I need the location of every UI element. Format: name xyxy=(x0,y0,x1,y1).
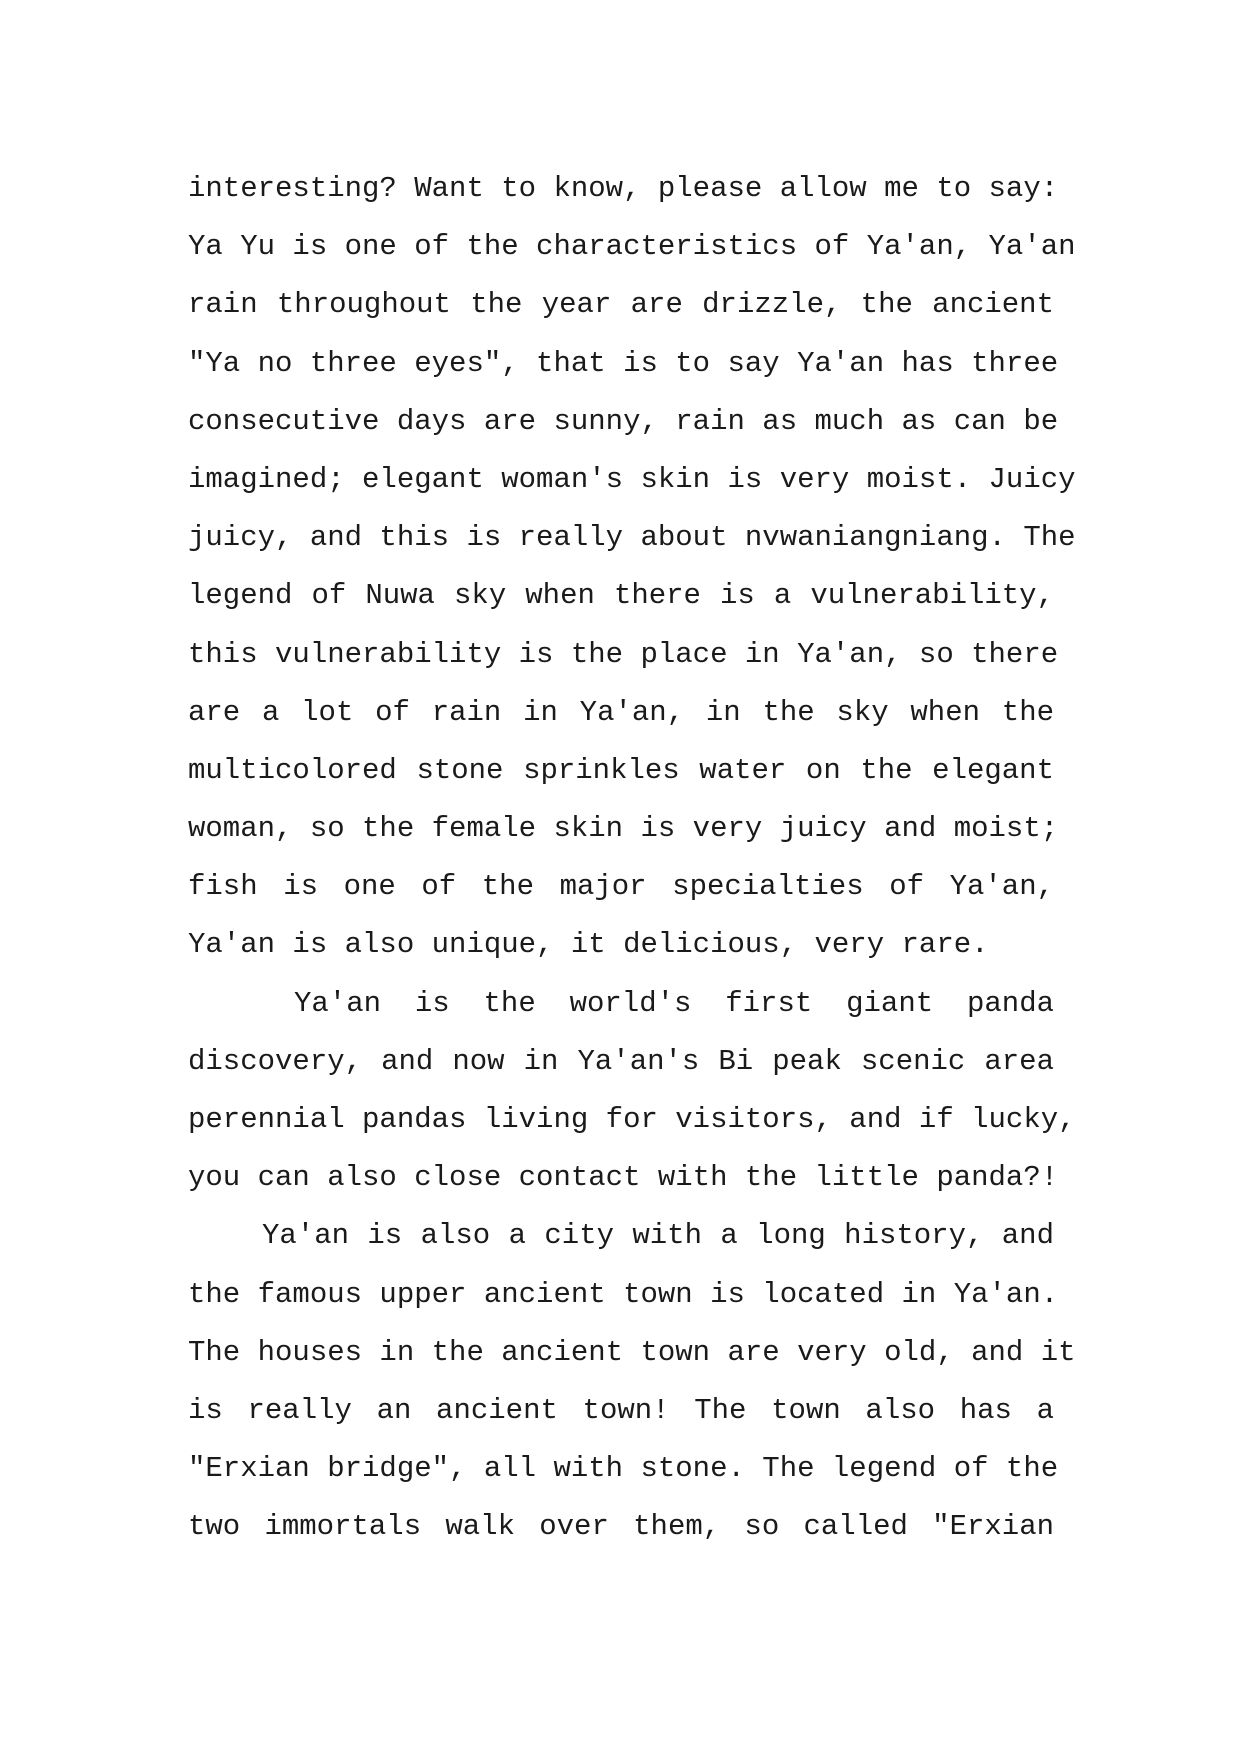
text-line: discovery, and now in Ya'an's Bi peak scenic area xyxy=(188,1044,1054,1078)
text-line: The houses in the ancient town are very old, and it xyxy=(188,1335,1076,1369)
body-text xyxy=(188,160,1076,1557)
text-line: "Erxian bridge", all with stone. The legend of the xyxy=(188,1452,1059,1486)
text-line: rain throughout the year are drizzle, the ancient xyxy=(188,288,1054,322)
text-line: imagined; elegant woman's skin is very moist. Juicy xyxy=(188,462,1076,496)
paragraph-ancient-town xyxy=(188,1207,1076,1556)
text-line: multicolored stone sprinkles water on the elegant xyxy=(188,753,1054,787)
text-line: interesting? Want to know, please allow me to say: xyxy=(188,172,1059,205)
text-line: Ya'an is also a city with a long history, and xyxy=(262,1219,1054,1253)
paragraph-panda xyxy=(188,975,1076,1208)
text-line: this vulnerability is the place in Ya'an, so there xyxy=(188,637,1059,671)
text-line: juicy, and this is really about nvwaniangniang. The xyxy=(188,521,1076,555)
text-line: Ya Yu is one of the characteristics of Ya'an, Ya'an xyxy=(188,230,1076,264)
text-line: Ya'an is also unique, it delicious, very rare. xyxy=(188,928,989,962)
text-line: Ya'an is the world's first giant panda xyxy=(294,986,1054,1020)
text-line: perennial pandas living for visitors, and if lucky, xyxy=(188,1103,1076,1136)
text-line: woman, so the female skin is very juicy and moist; xyxy=(188,812,1059,846)
text-line: "Ya no three eyes", that is to say Ya'an has three xyxy=(188,346,1059,380)
text-line: are a lot of rain in Ya'an, in the sky when the xyxy=(188,695,1054,729)
text-line: consecutive days are sunny, rain as much as can be xyxy=(188,404,1059,438)
text-line: you can also close contact with the little panda?! xyxy=(188,1161,1059,1195)
text-line: fish is one of the major specialties of Ya'an, xyxy=(188,870,1054,904)
paragraph-rain-legend xyxy=(188,160,1076,975)
text-line: two immortals walk over them, so called "Erxian xyxy=(188,1510,1054,1544)
text-line: is really an ancient town! The town also has a xyxy=(188,1393,1054,1427)
text-line: legend of Nuwa sky when there is a vulnerability, xyxy=(188,579,1054,613)
text-line: the famous upper ancient town is located in Ya'an. xyxy=(188,1277,1059,1311)
